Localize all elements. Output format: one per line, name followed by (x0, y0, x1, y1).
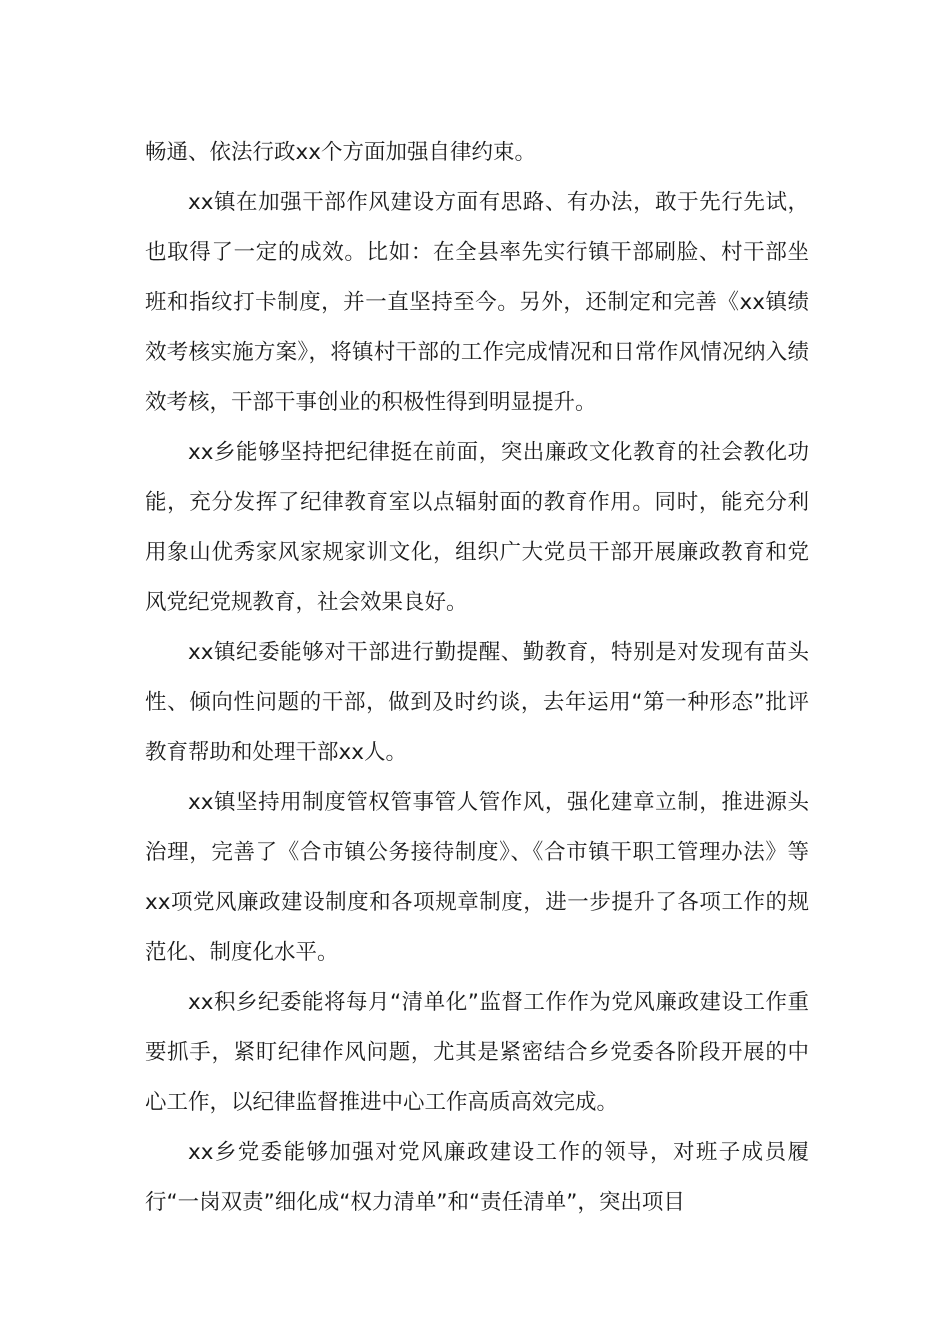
paragraph-discipline-education: xx乡能够坚持把纪律挺在前面，突出廉政文化教育的社会教化功能，充分发挥了纪律教育室以点辐射面的教育作用。同时，能充分利用象山优秀家风家规家训文化，组织广大党员干部开展廉政教育和党风党纪党规教育，社会效果良好。 (145, 440, 809, 615)
paragraph-rules-system: xx镇坚持用制度管权管事管人管作风，强化建章立制，推进源头治理，完善了《合市镇公务接待制度》、《合市镇干职工管理办法》等xx项党风廉政建设制度和各项规章制度，进一步提升了各项工作的规范化、制度化水平。 (145, 790, 809, 965)
paragraph-party-leadership: xx乡党委能够加强对党风廉政建设工作的领导，对班子成员履行“一岗双责”细化成“权力清单”和“责任清单”，突出项目 (145, 1140, 809, 1215)
paragraph-reminder-education: xx镇纪委能够对干部进行勤提醒、勤教育，特别是对发现有苗头性、倾向性问题的干部，做到及时约谈，去年运用“第一种形态”批评教育帮助和处理干部xx人。 (145, 640, 809, 765)
document-body (145, 128, 809, 1228)
paragraph-continued: 畅通、依法行政xx个方面加强自律约束。 (145, 140, 536, 165)
paragraph-list-supervision: xx积乡纪委能将每月“清单化”监督工作作为党风廉政建设工作重要抓手，紧盯纪律作风问题，尤其是紧密结合乡党委各阶段开展的中心工作，以纪律监督推进中心工作高质高效完成。 (145, 990, 809, 1115)
paragraph-cadre-style: xx镇在加强干部作风建设方面有思路、有办法，敢于先行先试，也取得了一定的成效。比如：在全县率先实行镇干部刷脸、村干部坐班和指纹打卡制度，并一直坚持至今。另外，还制定和完善《xx镇绩效考核实施方案》，将镇村干部的工作完成情况和日常作风情况纳入绩效考核，干部干事创业的积极性得到明显提升。 (145, 190, 809, 415)
